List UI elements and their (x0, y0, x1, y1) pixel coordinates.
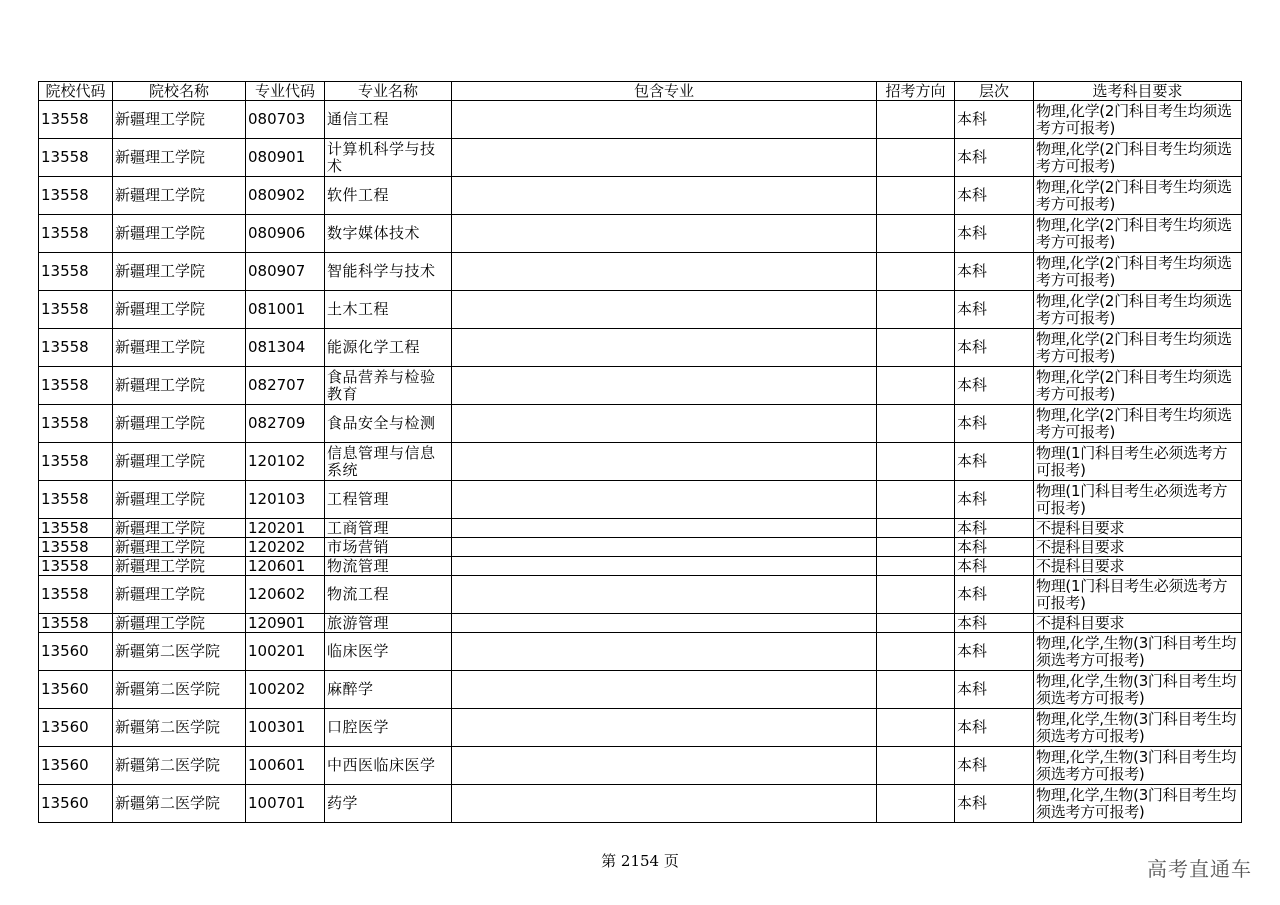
table-row (39, 785, 1242, 823)
cell-school-name: 新疆第二医学院 (113, 633, 246, 671)
cell-major-code: 081001 (246, 291, 325, 329)
cell-school-name: 新疆理工学院 (113, 481, 246, 519)
cell-included-majors (452, 671, 877, 709)
cell-school-name: 新疆理工学院 (113, 614, 246, 633)
cell-school-code: 13558 (39, 291, 113, 329)
cell-major-name: 物流工程 (325, 576, 452, 614)
watermark: 高考直通车 (1147, 857, 1252, 881)
cell-included-majors (452, 481, 877, 519)
table-row (39, 481, 1242, 519)
cell-direction (877, 177, 955, 215)
cell-school-name: 新疆理工学院 (113, 557, 246, 576)
cell-included-majors (452, 785, 877, 823)
cell-school-code: 13558 (39, 101, 113, 139)
table-row (39, 576, 1242, 614)
cell-school-code: 13558 (39, 557, 113, 576)
cell-level: 本科 (955, 443, 1034, 481)
cell-level: 本科 (955, 291, 1034, 329)
cell-subject-requirement: 物理,化学(2门科目考生均须选考方可报考) (1034, 101, 1242, 139)
cell-major-name: 中西医临床医学 (325, 747, 452, 785)
cell-direction (877, 519, 955, 538)
cell-subject-requirement: 物理,化学,生物(3门科目考生均须选考方可报考) (1034, 785, 1242, 823)
cell-school-name: 新疆理工学院 (113, 101, 246, 139)
cell-direction (877, 367, 955, 405)
cell-major-name: 药学 (325, 785, 452, 823)
cell-subject-requirement: 物理(1门科目考生必须选考方可报考) (1034, 576, 1242, 614)
cell-level: 本科 (955, 177, 1034, 215)
cell-direction (877, 557, 955, 576)
cell-included-majors (452, 614, 877, 633)
cell-direction (877, 329, 955, 367)
cell-major-name: 旅游管理 (325, 614, 452, 633)
cell-major-code: 100201 (246, 633, 325, 671)
cell-school-code: 13558 (39, 405, 113, 443)
cell-major-name: 软件工程 (325, 177, 452, 215)
header-direction: 招考方向 (877, 82, 955, 101)
cell-school-code: 13558 (39, 519, 113, 538)
cell-school-name: 新疆理工学院 (113, 443, 246, 481)
cell-included-majors (452, 747, 877, 785)
cell-level: 本科 (955, 709, 1034, 747)
cell-level: 本科 (955, 329, 1034, 367)
cell-school-code: 13558 (39, 614, 113, 633)
table-row (39, 367, 1242, 405)
cell-school-name: 新疆理工学院 (113, 367, 246, 405)
cell-major-code: 080906 (246, 215, 325, 253)
cell-subject-requirement: 不提科目要求 (1034, 538, 1242, 557)
cell-included-majors (452, 709, 877, 747)
cell-major-name: 食品营养与检验教育 (325, 367, 452, 405)
cell-level: 本科 (955, 747, 1034, 785)
page-number: 第 2154 页 (601, 852, 679, 870)
table-row (39, 215, 1242, 253)
cell-school-name: 新疆理工学院 (113, 519, 246, 538)
cell-subject-requirement: 物理(1门科目考生必须选考方可报考) (1034, 481, 1242, 519)
cell-subject-requirement: 不提科目要求 (1034, 614, 1242, 633)
cell-major-name: 临床医学 (325, 633, 452, 671)
cell-direction (877, 481, 955, 519)
cell-subject-requirement: 物理(1门科目考生必须选考方可报考) (1034, 443, 1242, 481)
cell-school-code: 13560 (39, 785, 113, 823)
cell-included-majors (452, 139, 877, 177)
cell-major-code: 100601 (246, 747, 325, 785)
cell-level: 本科 (955, 367, 1034, 405)
header-school-name: 院校名称 (113, 82, 246, 101)
table-row (39, 101, 1242, 139)
cell-school-name: 新疆理工学院 (113, 177, 246, 215)
cell-major-code: 120602 (246, 576, 325, 614)
cell-direction (877, 671, 955, 709)
cell-school-name: 新疆理工学院 (113, 291, 246, 329)
cell-direction (877, 614, 955, 633)
table-row (39, 614, 1242, 633)
cell-direction (877, 709, 955, 747)
cell-major-name: 土木工程 (325, 291, 452, 329)
cell-level: 本科 (955, 139, 1034, 177)
cell-included-majors (452, 405, 877, 443)
table-row (39, 633, 1242, 671)
table-row (39, 177, 1242, 215)
cell-included-majors (452, 177, 877, 215)
cell-direction (877, 101, 955, 139)
cell-major-code: 120202 (246, 538, 325, 557)
cell-level: 本科 (955, 253, 1034, 291)
cell-major-name: 麻醉学 (325, 671, 452, 709)
cell-major-name: 市场营销 (325, 538, 452, 557)
cell-subject-requirement: 物理,化学,生物(3门科目考生均须选考方可报考) (1034, 671, 1242, 709)
cell-major-name: 通信工程 (325, 101, 452, 139)
table-row (39, 405, 1242, 443)
cell-level: 本科 (955, 614, 1034, 633)
cell-school-code: 13558 (39, 481, 113, 519)
cell-level: 本科 (955, 576, 1034, 614)
cell-direction (877, 253, 955, 291)
cell-major-name: 口腔医学 (325, 709, 452, 747)
cell-major-code: 100301 (246, 709, 325, 747)
table-row (39, 139, 1242, 177)
cell-major-code: 120103 (246, 481, 325, 519)
cell-direction (877, 785, 955, 823)
header-school-code: 院校代码 (39, 82, 113, 101)
cell-school-code: 13558 (39, 139, 113, 177)
cell-major-code: 100701 (246, 785, 325, 823)
cell-school-name: 新疆理工学院 (113, 253, 246, 291)
cell-school-code: 13558 (39, 215, 113, 253)
cell-school-code: 13558 (39, 253, 113, 291)
table-row (39, 747, 1242, 785)
cell-school-code: 13558 (39, 329, 113, 367)
cell-direction (877, 139, 955, 177)
cell-school-code: 13560 (39, 671, 113, 709)
cell-major-code: 120102 (246, 443, 325, 481)
cell-major-name: 信息管理与信息系统 (325, 443, 452, 481)
cell-school-code: 13558 (39, 538, 113, 557)
cell-school-code: 13560 (39, 747, 113, 785)
cell-subject-requirement: 物理,化学(2门科目考生均须选考方可报考) (1034, 139, 1242, 177)
cell-subject-requirement: 物理,化学(2门科目考生均须选考方可报考) (1034, 405, 1242, 443)
table-row (39, 329, 1242, 367)
cell-school-code: 13560 (39, 709, 113, 747)
cell-included-majors (452, 101, 877, 139)
table-row (39, 253, 1242, 291)
cell-included-majors (452, 215, 877, 253)
cell-included-majors (452, 538, 877, 557)
cell-major-name: 智能科学与技术 (325, 253, 452, 291)
header-row (39, 82, 1242, 101)
cell-major-name: 工商管理 (325, 519, 452, 538)
cell-major-code: 080902 (246, 177, 325, 215)
cell-included-majors (452, 557, 877, 576)
cell-major-name: 能源化学工程 (325, 329, 452, 367)
table-row (39, 671, 1242, 709)
cell-major-name: 计算机科学与技术 (325, 139, 452, 177)
cell-subject-requirement: 物理,化学,生物(3门科目考生均须选考方可报考) (1034, 709, 1242, 747)
cell-major-code: 120601 (246, 557, 325, 576)
cell-subject-requirement: 物理,化学(2门科目考生均须选考方可报考) (1034, 215, 1242, 253)
cell-subject-requirement: 物理,化学(2门科目考生均须选考方可报考) (1034, 329, 1242, 367)
cell-level: 本科 (955, 101, 1034, 139)
table-row (39, 709, 1242, 747)
header-level: 层次 (955, 82, 1034, 101)
cell-direction (877, 633, 955, 671)
cell-major-name: 物流管理 (325, 557, 452, 576)
table-row (39, 519, 1242, 538)
cell-major-code: 120901 (246, 614, 325, 633)
cell-direction (877, 576, 955, 614)
cell-school-name: 新疆理工学院 (113, 405, 246, 443)
cell-school-name: 新疆第二医学院 (113, 747, 246, 785)
cell-subject-requirement: 不提科目要求 (1034, 557, 1242, 576)
cell-school-code: 13558 (39, 177, 113, 215)
header-subject-requirement: 选考科目要求 (1034, 82, 1242, 101)
cell-subject-requirement: 物理,化学,生物(3门科目考生均须选考方可报考) (1034, 747, 1242, 785)
cell-level: 本科 (955, 633, 1034, 671)
cell-school-name: 新疆第二医学院 (113, 709, 246, 747)
cell-subject-requirement: 物理,化学,生物(3门科目考生均须选考方可报考) (1034, 633, 1242, 671)
cell-direction (877, 291, 955, 329)
cell-major-code: 082709 (246, 405, 325, 443)
cell-included-majors (452, 519, 877, 538)
cell-level: 本科 (955, 671, 1034, 709)
cell-level: 本科 (955, 557, 1034, 576)
cell-level: 本科 (955, 481, 1034, 519)
cell-level: 本科 (955, 215, 1034, 253)
cell-school-code: 13558 (39, 443, 113, 481)
cell-school-name: 新疆第二医学院 (113, 785, 246, 823)
cell-school-name: 新疆理工学院 (113, 139, 246, 177)
cell-major-code: 080901 (246, 139, 325, 177)
cell-major-code: 081304 (246, 329, 325, 367)
cell-level: 本科 (955, 785, 1034, 823)
cell-included-majors (452, 443, 877, 481)
cell-included-majors (452, 633, 877, 671)
header-major-name: 专业名称 (325, 82, 452, 101)
cell-school-name: 新疆第二医学院 (113, 671, 246, 709)
cell-included-majors (452, 291, 877, 329)
cell-direction (877, 538, 955, 557)
table-row (39, 291, 1242, 329)
cell-school-name: 新疆理工学院 (113, 538, 246, 557)
cell-included-majors (452, 576, 877, 614)
cell-major-code: 080907 (246, 253, 325, 291)
cell-direction (877, 443, 955, 481)
table-row (39, 538, 1242, 557)
cell-direction (877, 747, 955, 785)
cell-included-majors (452, 253, 877, 291)
admission-table (38, 81, 1242, 823)
table-row (39, 557, 1242, 576)
table-body (39, 101, 1242, 823)
cell-major-code: 080703 (246, 101, 325, 139)
cell-school-name: 新疆理工学院 (113, 215, 246, 253)
cell-subject-requirement: 物理,化学(2门科目考生均须选考方可报考) (1034, 177, 1242, 215)
cell-subject-requirement: 物理,化学(2门科目考生均须选考方可报考) (1034, 367, 1242, 405)
cell-school-name: 新疆理工学院 (113, 576, 246, 614)
cell-level: 本科 (955, 519, 1034, 538)
cell-major-name: 数字媒体技术 (325, 215, 452, 253)
cell-major-code: 100202 (246, 671, 325, 709)
cell-school-code: 13558 (39, 367, 113, 405)
cell-major-code: 082707 (246, 367, 325, 405)
cell-major-name: 食品安全与检测 (325, 405, 452, 443)
cell-school-code: 13560 (39, 633, 113, 671)
cell-subject-requirement: 物理,化学(2门科目考生均须选考方可报考) (1034, 291, 1242, 329)
header-included-majors: 包含专业 (452, 82, 877, 101)
table-row (39, 443, 1242, 481)
header-major-code: 专业代码 (246, 82, 325, 101)
cell-level: 本科 (955, 538, 1034, 557)
cell-major-name: 工程管理 (325, 481, 452, 519)
cell-direction (877, 405, 955, 443)
cell-level: 本科 (955, 405, 1034, 443)
cell-school-code: 13558 (39, 576, 113, 614)
cell-subject-requirement: 物理,化学(2门科目考生均须选考方可报考) (1034, 253, 1242, 291)
cell-direction (877, 215, 955, 253)
cell-included-majors (452, 367, 877, 405)
cell-major-code: 120201 (246, 519, 325, 538)
cell-subject-requirement: 不提科目要求 (1034, 519, 1242, 538)
cell-school-name: 新疆理工学院 (113, 329, 246, 367)
cell-included-majors (452, 329, 877, 367)
